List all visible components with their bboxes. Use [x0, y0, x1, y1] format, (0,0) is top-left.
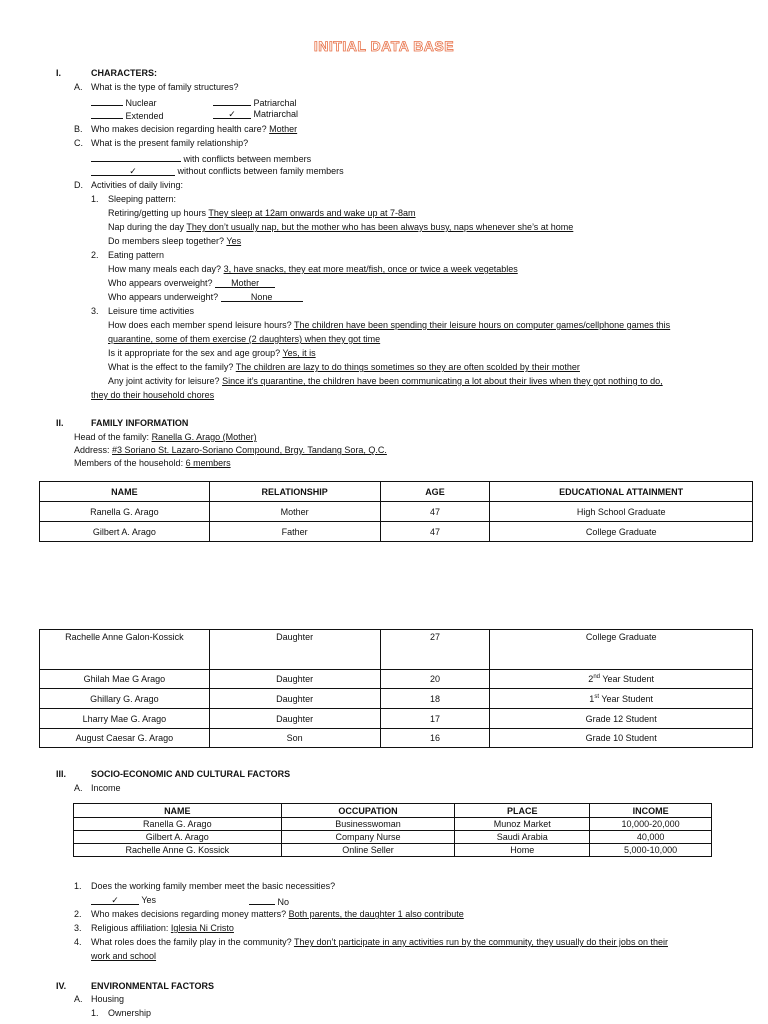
cell: Rachelle Anne Galon-Kossick	[40, 630, 210, 670]
table-row	[74, 831, 712, 844]
item-label: 4.	[74, 937, 82, 947]
option-yes: ✓ Yes	[91, 895, 156, 906]
cell: Grade 12 Student	[490, 709, 753, 729]
table-row	[40, 709, 753, 729]
check-icon: ✓	[91, 895, 139, 905]
col-header: AGE	[380, 482, 490, 502]
answer-continuation: they do their household chores	[91, 390, 215, 400]
cell: 18	[380, 689, 490, 709]
info-line: Address: #3 Soriano St. Lazaro-Soriano Compound, Brgy. Tandang Sora, Q.C.	[74, 445, 387, 455]
table-row	[74, 818, 712, 831]
answer-line: What is the effect to the family? The children are lazy to do things sometimes so they are often scolded by their mother	[108, 362, 580, 372]
section-number: II.	[56, 418, 64, 428]
family-table-part1	[39, 481, 753, 542]
item-label: A.	[74, 82, 83, 92]
question-text: Activities of daily living:	[91, 180, 184, 190]
col-header: INCOME	[590, 804, 712, 818]
item-text: Housing	[91, 994, 125, 1004]
cell: Daughter	[209, 670, 380, 689]
cell: Home	[455, 844, 590, 857]
answer-line: Do members sleep together? Yes	[108, 236, 242, 246]
section-number: III.	[56, 769, 67, 779]
income-table	[73, 803, 712, 857]
check-icon: ✓	[91, 166, 175, 176]
section-heading: CHARACTERS:	[91, 68, 157, 78]
cell: Son	[209, 729, 380, 748]
cell: 16	[380, 729, 490, 748]
document-title: INITIAL DATA BASE	[313, 38, 455, 54]
section-heading: FAMILY INFORMATION	[91, 418, 189, 428]
option-no: No	[249, 895, 289, 908]
answer-line: Is it appropriate for the sex and age group? Yes, it is	[108, 348, 316, 358]
answer-line: Nap during the day They don’t usually nap, but the mother who has been always busy, naps whenever she’s at home	[108, 222, 574, 232]
answer-line: Retiring/getting up hours They sleep at 12am onwards and wake up at 7-8am	[108, 208, 416, 218]
cell: Father	[209, 522, 380, 542]
option-matriarchal: ✓ Matriarchal	[213, 109, 298, 120]
cell: Daughter	[209, 630, 380, 670]
col-header: NAME	[74, 804, 282, 818]
option-with-conflicts: with conflicts between members	[91, 152, 311, 165]
sub-heading: Leisure time activities	[108, 306, 195, 316]
question-line: Who makes decision regarding health care? Mother	[91, 124, 298, 134]
cell: 20	[380, 670, 490, 689]
cell: Lharry Mae G. Arago	[40, 709, 210, 729]
table-row	[40, 670, 753, 689]
section-heading: SOCIO-ECONOMIC AND CULTURAL FACTORS	[91, 769, 291, 779]
col-header: NAME	[40, 482, 210, 502]
option-nuclear: Nuclear	[91, 96, 157, 109]
cell: August Caesar G. Arago	[40, 729, 210, 748]
cell: Daughter	[209, 709, 380, 729]
sub-label: 3.	[91, 306, 99, 316]
info-line: Members of the household: 6 members	[74, 458, 231, 468]
cell: Saudi Arabia	[455, 831, 590, 844]
item-label: 3.	[74, 923, 82, 933]
cell: Ranella G. Arago	[74, 818, 282, 831]
sub-heading: Ownership	[108, 1008, 152, 1018]
family-table-part2	[39, 629, 753, 748]
answer-line: How many meals each day? 3, have snacks, they eat more meat/fish, once or twice a week vegetables	[108, 264, 518, 274]
item-label: D.	[74, 180, 83, 190]
item-label: C.	[74, 138, 83, 148]
cell: 10,000-20,000	[590, 818, 712, 831]
cell: Gilbert A. Arago	[40, 522, 210, 542]
question-text: What is the present family relationship?	[91, 138, 249, 148]
table-row	[74, 844, 712, 857]
sub-heading: Sleeping pattern:	[108, 194, 177, 204]
item-label: A.	[74, 783, 83, 793]
cell: Ghilah Mae G Arago	[40, 670, 210, 689]
cell: Rachelle Anne G. Kossick	[74, 844, 282, 857]
question-text: What is the type of family structures?	[91, 82, 239, 92]
col-header: PLACE	[455, 804, 590, 818]
question-text: Does the working family member meet the basic necessities?	[91, 881, 336, 891]
cell: Online Seller	[281, 844, 455, 857]
answer-line: How does each member spend leisure hours? The children have been spending their leisure hours on computer games/cellphone games this	[108, 320, 671, 330]
cell: 47	[380, 522, 490, 542]
option-extended: Extended	[91, 109, 164, 122]
cell: Mother	[209, 502, 380, 522]
col-header: OCCUPATION	[281, 804, 455, 818]
question-line: Religious affiliation: Iglesia Ni Cristo	[91, 923, 234, 933]
cell: 40,000	[590, 831, 712, 844]
table-row	[40, 729, 753, 748]
cell: High School Graduate	[490, 502, 753, 522]
question-line: What roles does the family play in the community? They don’t participate in any activities run by the community, they usually do their jobs on their	[91, 937, 668, 947]
cell: College Graduate	[490, 630, 753, 670]
answer-line: Who appears overweight? Mother	[108, 278, 275, 289]
cell: Company Nurse	[281, 831, 455, 844]
item-text: Income	[91, 783, 121, 793]
cell: 47	[380, 502, 490, 522]
sub-heading: Eating pattern	[108, 250, 165, 260]
answer-line: Any joint activity for leisure? Since it’s quarantine, the children have been communicating a lot about their lives when they got nothing to do,	[108, 376, 663, 386]
item-label: A.	[74, 994, 83, 1004]
sub-label: 1.	[91, 194, 99, 204]
cell: Grade 10 Student	[490, 729, 753, 748]
sub-label: 1.	[91, 1008, 99, 1018]
cell: Businesswoman	[281, 818, 455, 831]
cell: College Graduate	[490, 522, 753, 542]
table-row	[40, 522, 753, 542]
cell: Ghillary G. Arago	[40, 689, 210, 709]
check-icon: ✓	[213, 109, 251, 119]
col-header: RELATIONSHIP	[209, 482, 380, 502]
answer-line: Who appears underweight? None	[108, 292, 303, 303]
question-line: Who makes decisions regarding money matters? Both parents, the daughter 1 also contribute	[91, 909, 464, 919]
table-row	[40, 630, 753, 670]
cell: 17	[380, 709, 490, 729]
option-without-conflicts: ✓ without conflicts between family members	[91, 166, 344, 177]
info-line: Head of the family: Ranella G. Arago (Mother)	[74, 432, 257, 442]
section-number: I.	[56, 68, 62, 78]
answer-continuation: work and school	[91, 951, 157, 961]
col-header: EDUCATIONAL ATTAINMENT	[490, 482, 753, 502]
table-row	[40, 689, 753, 709]
table-row	[40, 502, 753, 522]
option-patriarchal: Patriarchal	[213, 96, 297, 109]
answer-continuation: quarantine, some of them exercise (2 daughters) when they got time	[108, 334, 381, 344]
section-number: IV.	[56, 981, 67, 991]
item-label: 1.	[74, 881, 82, 891]
cell: 1st Year Student	[490, 689, 753, 709]
cell: Ranella G. Arago	[40, 502, 210, 522]
cell: Daughter	[209, 689, 380, 709]
section-heading: ENVIRONMENTAL FACTORS	[91, 981, 215, 991]
item-label: B.	[74, 124, 83, 134]
cell: Munoz Market	[455, 818, 590, 831]
cell: 2nd Year Student	[490, 670, 753, 689]
item-label: 2.	[74, 909, 82, 919]
cell: Gilbert A. Arago	[74, 831, 282, 844]
cell: 27	[380, 630, 490, 670]
cell: 5,000-10,000	[590, 844, 712, 857]
sub-label: 2.	[91, 250, 99, 260]
